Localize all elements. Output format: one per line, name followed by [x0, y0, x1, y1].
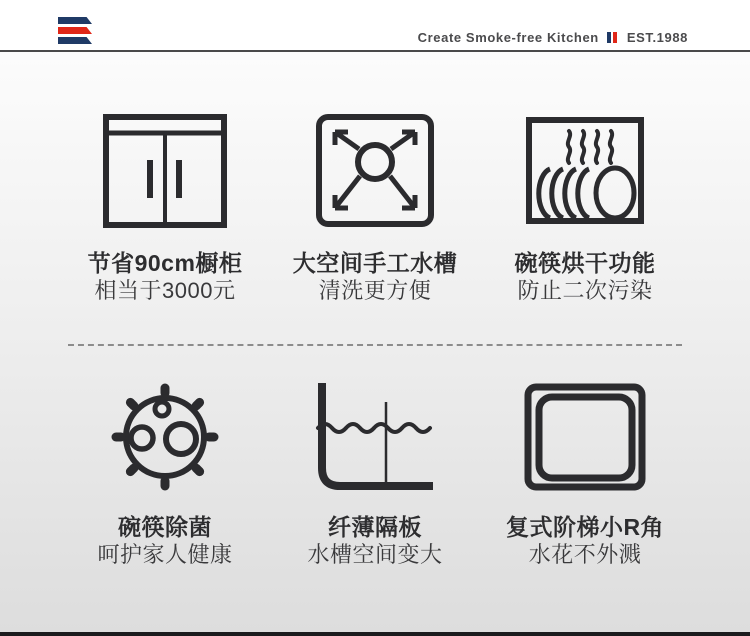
flag-bar-navy — [607, 32, 611, 43]
brand-flag-icon — [607, 32, 619, 43]
feature-title: 纤薄隔板 — [328, 514, 422, 540]
logo-bar-bottom — [58, 37, 92, 44]
feature-title: 复式阶梯小R角 — [505, 514, 665, 540]
feature-thin-partition — [270, 382, 480, 568]
header-tagline-group — [418, 30, 688, 45]
rounded-corner-icon — [524, 383, 646, 491]
feature-title: 大空间手工水槽 — [292, 250, 458, 276]
expand-arrows-icon — [316, 114, 434, 227]
feature-title: 节省90cm橱柜 — [87, 250, 243, 276]
feature-subtitle: 水槽空间变大 — [307, 542, 443, 567]
dashed-divider — [68, 344, 682, 346]
logo-bar-middle — [58, 27, 92, 34]
feature-title: 碗筷除菌 — [118, 514, 212, 540]
features-section — [0, 52, 750, 632]
cabinet-icon — [103, 114, 227, 228]
dish-drying-icon — [526, 117, 644, 224]
feature-dish-drying — [480, 113, 690, 304]
feature-subtitle: 水花不外溅 — [528, 542, 642, 567]
feature-subtitle: 清洗更方便 — [318, 278, 432, 303]
feature-small-r-corner — [480, 382, 690, 568]
features-row-2 — [60, 382, 690, 568]
flag-bar-red — [613, 32, 617, 43]
robam-logo-icon — [58, 17, 92, 44]
feature-cabinet — [60, 113, 270, 304]
tagline-text: Create Smoke-free Kitchen — [417, 30, 599, 45]
feature-sterilize — [60, 382, 270, 568]
features-row-1 — [60, 113, 690, 304]
feature-subtitle: 呵护家人健康 — [97, 542, 233, 567]
feature-sink-space — [270, 113, 480, 304]
feature-subtitle: 防止二次污染 — [517, 278, 653, 303]
germ-icon — [109, 381, 221, 493]
bottom-bar — [0, 632, 750, 636]
thin-partition-icon — [314, 382, 436, 492]
header — [0, 0, 750, 52]
established-text: EST.1988 — [626, 30, 688, 45]
feature-title: 碗筷烘干功能 — [514, 250, 656, 276]
feature-subtitle: 相当于3000元 — [94, 278, 236, 303]
logo-bar-top — [58, 17, 92, 24]
